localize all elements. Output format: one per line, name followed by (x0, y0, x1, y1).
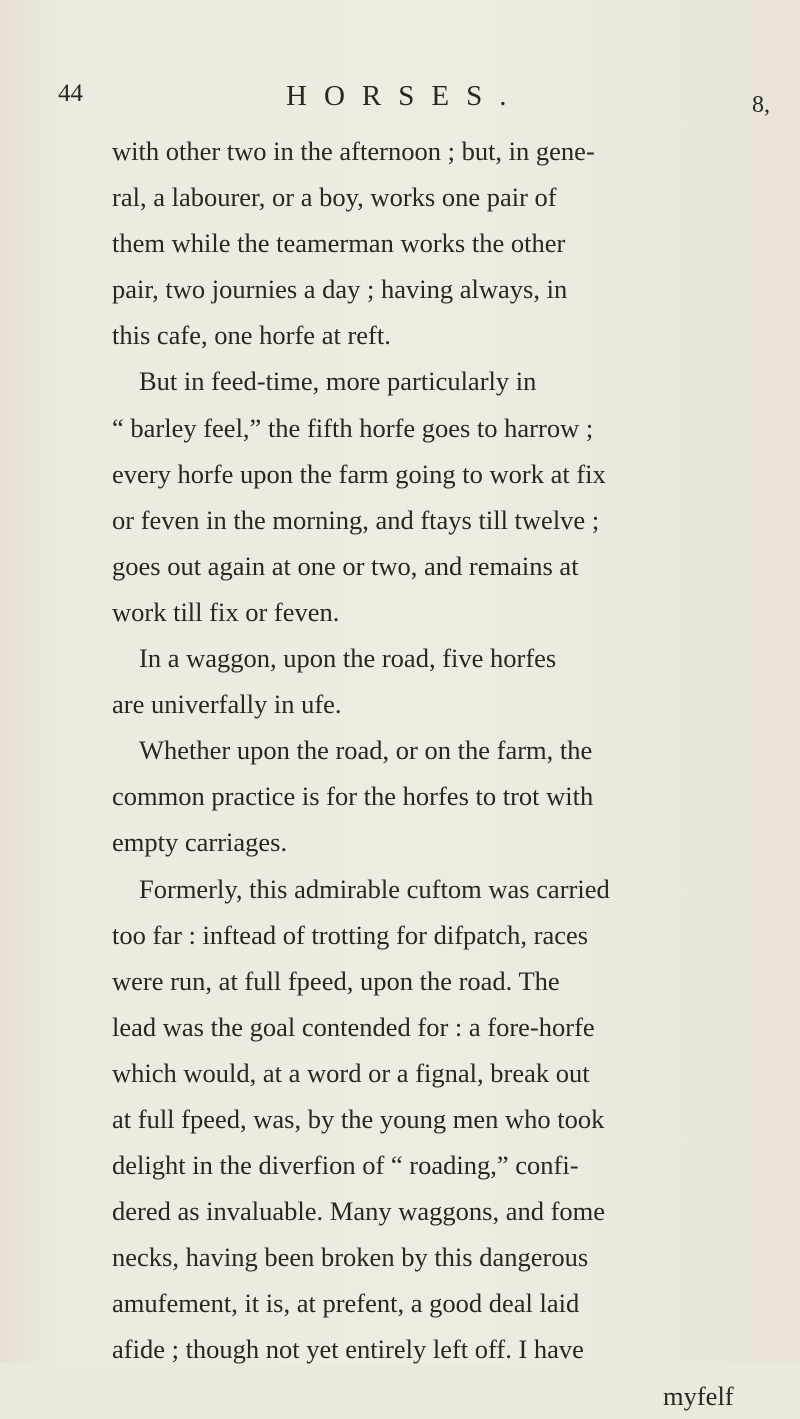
paragraph-start-line: Whether upon the road, or on the farm, the (139, 735, 593, 766)
text-line: goes out again at one or two, and remains at (112, 550, 579, 581)
catchword: myfelf (663, 1380, 734, 1411)
text-line: this cafe, one horfe at reft. (112, 320, 391, 351)
text-line: common practice is for the horfes to trot with (112, 781, 594, 812)
text-line: “ barley feel,” the fifth horfe goes to harrow ; (112, 412, 594, 443)
text-line: which would, at a word or a fignal, break out (112, 1057, 590, 1088)
text-line: afide ; though not yet entirely left off. I have (112, 1334, 584, 1365)
text-line: with other two in the afternoon ; but, in gene- (112, 136, 595, 166)
page-number: 44 (58, 80, 83, 107)
text-line: ral, a labourer, or a boy, works one pair of (112, 182, 557, 213)
page-header (58, 80, 770, 124)
text-line: delight in the diverfion of “ roading,” confi- (112, 1150, 579, 1181)
text-line: too far : inftead of trotting for difpatch, races (112, 919, 589, 950)
text-line: them while the teamerman works the other (112, 228, 566, 259)
text-line: amufement, it is, at prefent, a good deal laid (112, 1288, 580, 1319)
text-line: are univerfally in ufe. (112, 689, 342, 720)
text-line: were run, at full fpeed, upon the road. The (112, 965, 560, 996)
text-line: pair, two journies a day ; having always, in (112, 274, 568, 305)
paragraph-start-line: But in feed-time, more particularly in (139, 366, 537, 397)
running-title: HORSES. (286, 80, 524, 112)
text-line: lead was the goal contended for : a fore-horfe (112, 1011, 595, 1042)
paragraph-start-line: In a waggon, upon the road, five horfes (139, 643, 557, 674)
paragraph-start-line: Formerly, this admirable cuftom was carried (139, 873, 610, 904)
signature-mark: 8, (752, 92, 770, 118)
text-line: empty carriages. (112, 827, 288, 858)
text-line: dered as invaluable. Many waggons, and fome (112, 1196, 606, 1227)
text-line: or feven in the morning, and ftays till twelve ; (112, 504, 600, 535)
text-line: necks, having been broken by this dangerous (112, 1242, 589, 1273)
body-text (112, 128, 797, 1419)
text-line: every horfe upon the farm going to work at fix (112, 458, 606, 489)
text-line: work till fix or feven. (112, 596, 340, 627)
text-line: at full fpeed, was, by the young men who took (112, 1103, 605, 1134)
